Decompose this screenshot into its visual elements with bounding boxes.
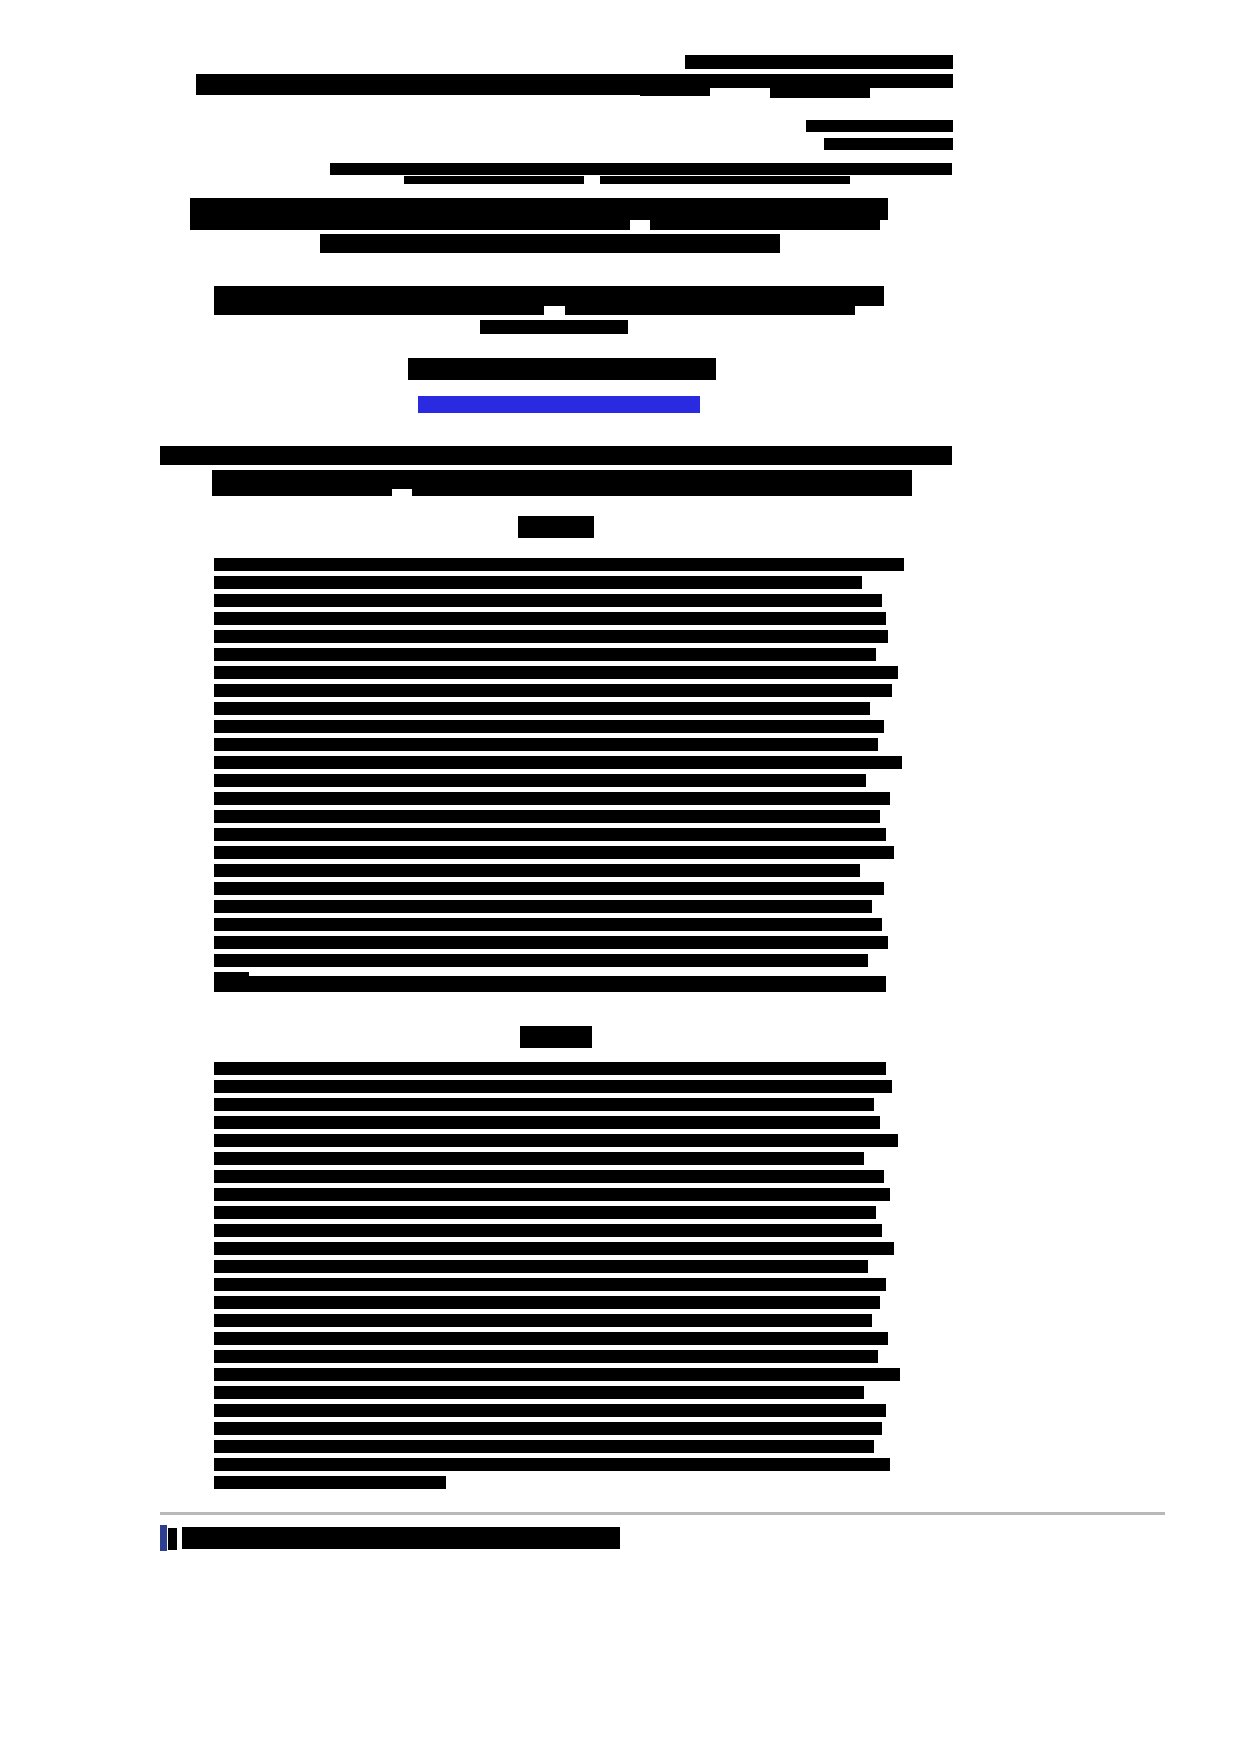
body-line xyxy=(214,774,866,787)
body-line xyxy=(214,1296,880,1309)
body-line xyxy=(214,1080,892,1093)
body-line xyxy=(214,612,886,625)
abstract-line-1 xyxy=(160,446,952,465)
body-line xyxy=(214,576,862,589)
body-line xyxy=(214,1278,886,1291)
header-line-7c xyxy=(600,176,850,184)
body-line xyxy=(214,1332,888,1345)
abstract-line-2 xyxy=(212,470,912,489)
body-line xyxy=(214,1314,872,1327)
body-line xyxy=(214,882,884,895)
title-line-1 xyxy=(190,198,888,220)
body-line xyxy=(214,1386,864,1399)
section-2-body xyxy=(214,1062,914,1494)
body-line xyxy=(214,864,860,877)
header-line-3b xyxy=(640,86,710,96)
body-line xyxy=(214,1188,890,1201)
header-line-5 xyxy=(806,120,953,132)
body-line xyxy=(214,1350,878,1363)
section-1-heading xyxy=(518,516,594,538)
body-line xyxy=(214,828,886,841)
body-line xyxy=(214,1206,876,1219)
body-line xyxy=(214,684,892,697)
section-1-trailing-line xyxy=(214,976,886,992)
title-line-1c xyxy=(650,220,880,230)
email-link[interactable] xyxy=(418,396,700,413)
footer-divider xyxy=(160,1512,1165,1515)
footer-title xyxy=(182,1527,620,1549)
body-line xyxy=(214,666,898,679)
author-line-1b xyxy=(214,306,544,315)
title-line-1b xyxy=(190,220,630,230)
section-1-body xyxy=(214,558,914,990)
author-line-2 xyxy=(480,320,628,334)
header-line-2 xyxy=(196,74,953,88)
abstract-line-2b xyxy=(212,489,392,496)
body-line xyxy=(214,1368,900,1381)
body-line xyxy=(214,594,882,607)
body-line xyxy=(214,954,868,967)
page-number-accent xyxy=(160,1525,167,1551)
title-line-2 xyxy=(320,234,780,253)
body-line xyxy=(214,1242,894,1255)
body-line xyxy=(214,1260,868,1273)
author-line-1 xyxy=(214,286,884,306)
body-line xyxy=(214,792,890,805)
header-line-7 xyxy=(330,163,952,175)
body-line xyxy=(214,810,880,823)
body-line xyxy=(214,1224,882,1237)
body-line xyxy=(214,1134,898,1147)
header-line-4 xyxy=(770,88,870,98)
body-line xyxy=(214,1404,886,1417)
body-line xyxy=(214,720,884,733)
header-line-6 xyxy=(824,138,953,150)
body-line xyxy=(214,738,878,751)
body-line xyxy=(214,900,872,913)
author-line-1c xyxy=(565,306,855,315)
body-line xyxy=(214,1098,874,1111)
body-line xyxy=(214,1062,886,1075)
body-line xyxy=(214,1152,864,1165)
body-line xyxy=(214,1170,884,1183)
abstract-line-2c xyxy=(412,489,912,496)
body-line xyxy=(214,1440,874,1453)
header-line-1 xyxy=(685,55,953,69)
body-line xyxy=(214,1422,882,1435)
body-line xyxy=(214,558,904,571)
body-line xyxy=(214,702,870,715)
body-line xyxy=(214,1476,446,1489)
body-line xyxy=(214,630,888,643)
body-line xyxy=(214,648,876,661)
contact-name xyxy=(408,358,716,380)
header-line-7b xyxy=(404,176,584,184)
body-line xyxy=(214,1458,890,1471)
footer-title-text xyxy=(0,0,1,1)
body-line xyxy=(214,756,902,769)
body-line xyxy=(214,936,888,949)
body-line xyxy=(214,918,882,931)
body-line xyxy=(214,1116,880,1129)
body-line xyxy=(214,846,894,859)
header-line-3 xyxy=(196,88,686,95)
section-2-heading xyxy=(520,1026,592,1048)
page-number xyxy=(168,1528,177,1550)
